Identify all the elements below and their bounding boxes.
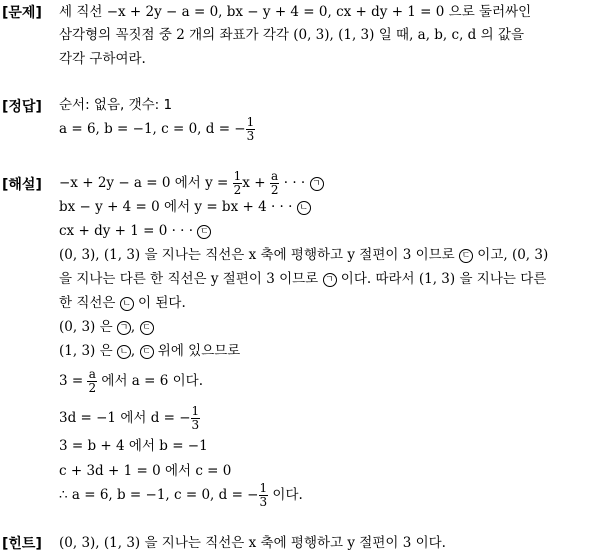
circled-giyeok-marker: ㄱ [310,177,324,191]
exp-l10-frac-den: 3 [191,418,200,432]
exp-l10-a: 3d = −1 에서 d = − [59,410,191,426]
exp-l1-c: · · · [279,175,310,191]
exp-l13-frac-num: 1 [259,481,268,495]
explanation-line-5 [59,270,546,288]
exp-l1-frac1-den: 2 [233,183,242,197]
exp-l13-frac [259,482,269,509]
explanation-line-9 [59,368,203,395]
answer-label: [정답] [2,99,42,115]
exp-l4-b: 이고, (0, 3) [472,247,549,263]
explanation-line-1 [59,170,324,197]
exp-l9-a: 3 = [59,373,88,389]
exp-l10-frac-num: 1 [191,404,200,418]
hint-text: (0, 3), (1, 3) 을 지나는 직선은 x 축에 평행하고 y 절편이 3 이다. [59,535,446,551]
exp-l1-frac2-num: a [271,169,279,183]
explanation-line-10 [59,405,200,432]
answer-meta: 순서: 없음, 갯수: 1 [59,97,173,113]
exp-l5-b: 이다. 따라서 (1, 3) 을 지나는 다른 [336,271,547,287]
exp-l1-b: x + [242,175,270,191]
explanation-line-8 [59,342,240,360]
explanation-line-12: c + 3d + 1 = 0 에서 c = 0 [59,463,232,479]
exp-l2: bx − y + 4 = 0 에서 y = bx + 4 · · · [59,199,297,215]
exp-l7-sep: , [130,319,140,335]
exp-l3: cx + dy + 1 = 0 · · · [59,223,198,239]
explanation-line-2 [59,198,311,216]
explanation-line-13 [59,482,303,509]
exp-l6-b: 이 된다. [133,295,186,311]
circled-nieun-marker: ㄴ [117,345,131,359]
explanation-line-7 [59,318,154,336]
circled-giyeok-marker: ㄱ [117,321,131,335]
explanation-line-11: 3 = b + 4 에서 b = −1 [59,438,208,454]
exp-l9-frac-den: 2 [88,381,97,395]
circled-giyeok-marker: ㄱ [323,273,337,287]
problem-line-3: 각각 구하여라. [59,51,146,67]
exp-l10-frac [191,405,201,432]
answer-values [59,116,255,143]
circled-digeut-marker: ㄷ [459,249,473,263]
exp-l13-b: 이다. [268,487,303,503]
exp-l13-frac-den: 3 [259,495,268,509]
explanation-line-4 [59,246,548,264]
circled-digeut-marker: ㄷ [197,225,211,239]
answer-fraction-den: 3 [246,129,255,143]
exp-l1-frac1-num: 1 [233,169,242,183]
exp-l9-frac [87,368,97,395]
exp-l13-a: ∴ a = 6, b = −1, c = 0, d = − [59,487,259,503]
answer-fraction-num: 1 [246,115,255,129]
circled-digeut-marker: ㄷ [140,321,154,335]
answer-values-text: a = 6, b = −1, c = 0, d = − [59,121,246,137]
problem-label: [문제] [2,5,42,21]
exp-l9-b: 에서 a = 6 이다. [97,373,203,389]
circled-nieun-marker: ㄴ [120,297,134,311]
exp-l8-sep: , [130,343,140,359]
exp-l1-a: −x + 2y − a = 0 에서 y = [59,175,233,191]
circled-digeut-marker: ㄷ [140,345,154,359]
explanation-label: [해설] [2,177,42,193]
problem-line-2: 삼각형의 꼭짓점 중 2 개의 좌표가 각각 (0, 3), (1, 3) 일 때, a, b, c, d 의 값을 [59,27,525,43]
exp-l5-a: 을 지나는 다른 한 직선은 y 절편이 3 이므로 [59,271,323,287]
hint-label: [힌트] [2,536,42,552]
exp-l1-frac2-den: 2 [270,183,279,197]
exp-l1-frac1 [233,170,243,197]
exp-l8-a: (1, 3) 은 [59,343,117,359]
exp-l8-b: 위에 있으므로 [153,343,241,359]
exp-l6-a: 한 직선은 [59,295,120,311]
exp-l1-frac2 [270,170,280,197]
exp-l4-a: (0, 3), (1, 3) 을 지나는 직선은 x 축에 평행하고 y 절편이 3 이므로 [59,247,459,263]
exp-l7-a: (0, 3) 은 [59,319,117,335]
exp-l9-frac-num: a [88,367,96,381]
circled-nieun-marker: ㄴ [297,201,311,215]
answer-fraction [246,116,256,143]
explanation-line-3 [59,222,211,240]
explanation-line-6 [59,294,186,312]
problem-line-1: 세 직선 −x + 2y − a = 0, bx − y + 4 = 0, cx + dy + 1 = 0 으로 둘러싸인 [59,4,532,20]
